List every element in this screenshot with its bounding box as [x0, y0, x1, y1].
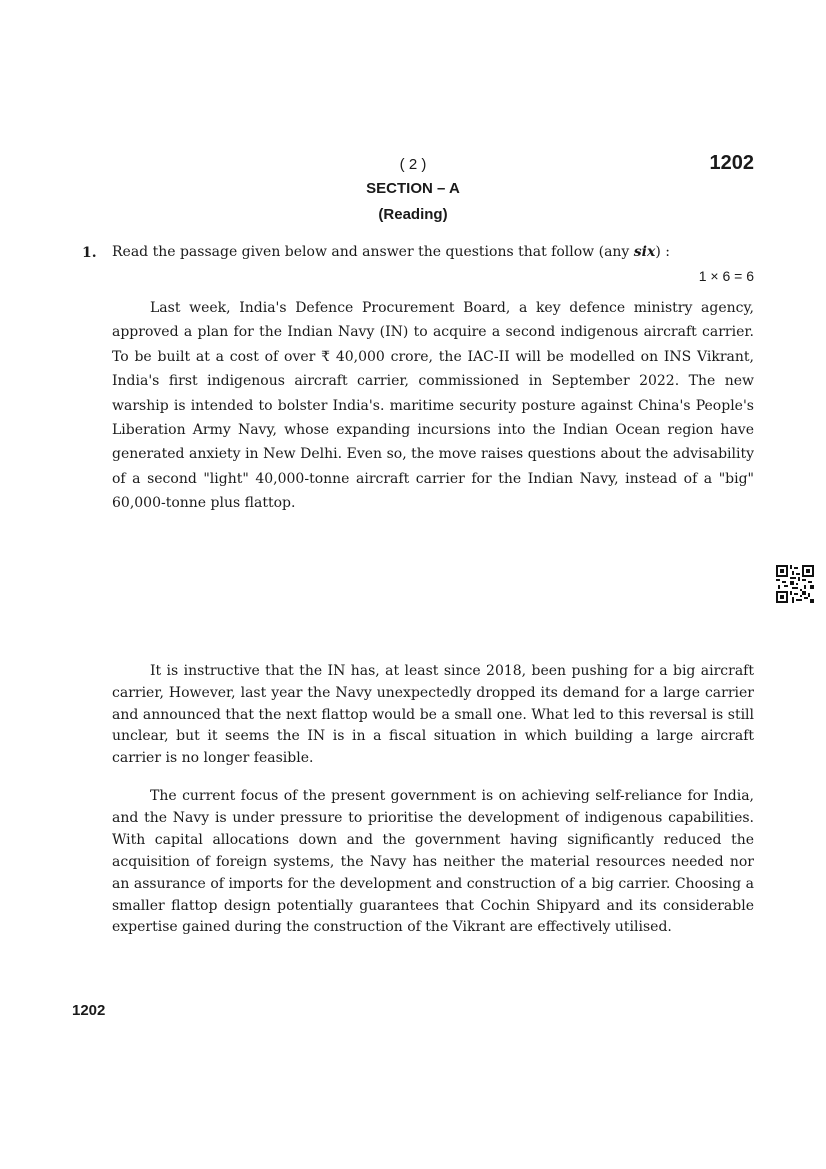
passage-paragraph-1: Last week, India's Defence Procurement Board, a key defence ministry agency, approved a plan for the Indian Navy (IN) to acquire a second indigenous aircraft carrier. To be built at a cost of over ₹ 40,000 crore, the IAC-II will be modelled on INS Vikrant, India's first indigenous aircraft carrier, commissioned in September 2022. The new warship is intended to bolster India's. maritime security posture against China's People's Liberation Army Navy, whose expanding incursions into the Indian Ocean region have generated anxiety in New Delhi. Even so, the move raises questions about the advisability of a second "light" 40,000-tonne aircraft carrier for the Indian Navy, instead of a "big" 60,000-tonne plus flattop. — [112, 300, 754, 512]
question-text-before: Read the passage given below and answer the questions that follow (any — [112, 244, 634, 260]
section-subtitle: (Reading) — [378, 206, 448, 223]
question-instruction — [112, 244, 670, 260]
passage-paragraph-2: It is instructive that the IN has, at least since 2018, been pushing for a big aircraft carrier, However, last year the Navy unexpectedly dropped its demand for a large carrier and announced that the next flattop would be a small one. What led to this reversal is still unclear, but it seems the IN is in a fiscal situation in which building a large aircraft carrier is no longer feasible. — [112, 663, 754, 767]
paper-code-top: 1202 — [709, 152, 754, 174]
question-number: 1. — [82, 245, 97, 261]
page-number: ( 2 ) — [399, 156, 427, 173]
passage-paragraph-3: The current focus of the present government is on achieving self-reliance for India, and the Navy is under pressure to prioritise the development of indigenous capabilities. With capital allocations down and the government having significantly reduced the acquisition of foreign systems, the Navy has neither the material resources needed nor an assurance of imports for the development and construction of a big carrier. Choosing a smaller flattop design potentially guarantees that Cochin Shipyard and its considerable expertise gained during the construction of the Vikrant are effectively utilised. — [112, 788, 754, 936]
section-title: SECTION – A — [366, 180, 460, 197]
question-text-after: ) : — [655, 244, 670, 260]
qr-code-icon — [776, 565, 814, 603]
question-emphasis: six — [633, 244, 656, 260]
question-marks: 1 × 6 = 6 — [698, 268, 754, 284]
paper-code-bottom: 1202 — [72, 1002, 106, 1019]
